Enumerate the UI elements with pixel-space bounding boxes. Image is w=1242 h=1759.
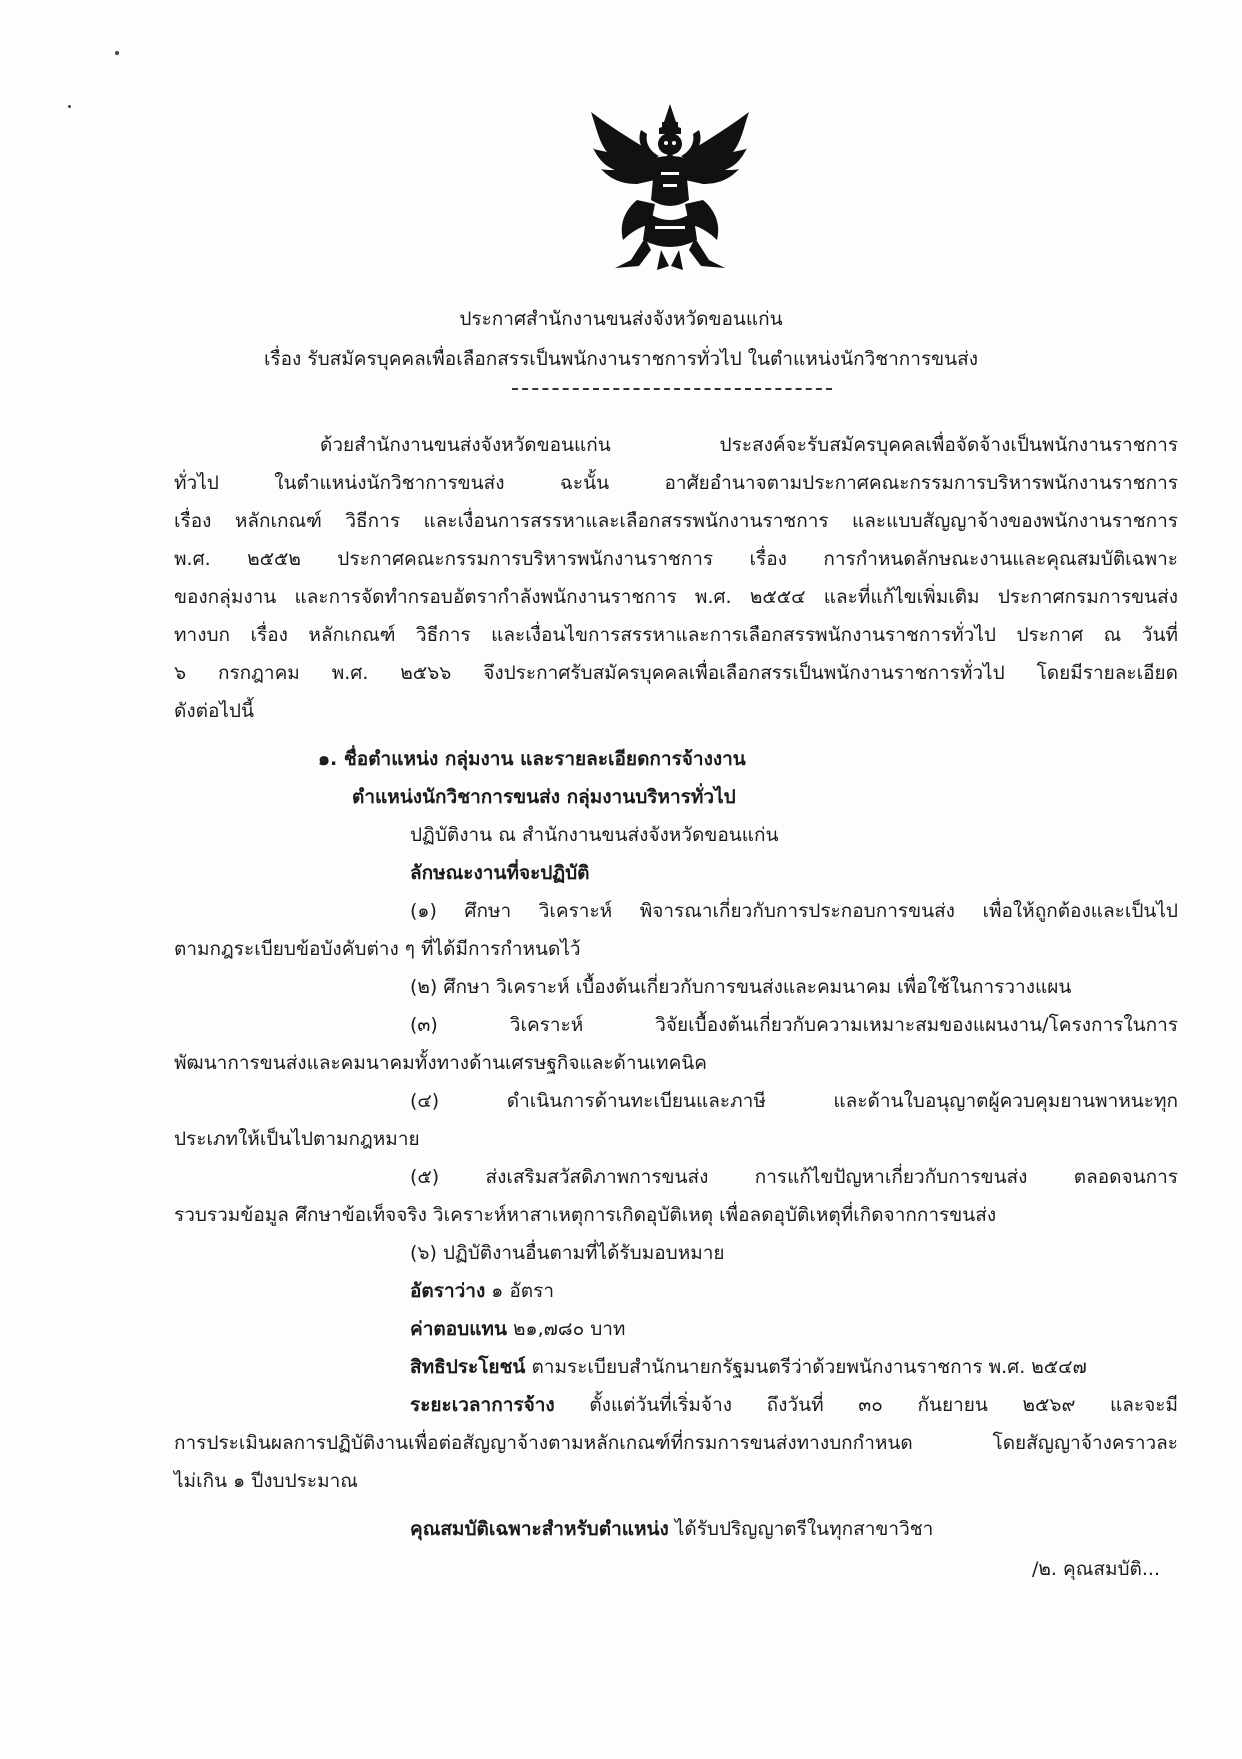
vacancy xyxy=(410,1278,554,1304)
vacancy-label: อัตราว่าง xyxy=(410,1280,486,1302)
duty-line: ประเภทให้เป็นไปตามกฎหมาย xyxy=(174,1128,420,1150)
continued-note: /๒. คุณสมบัติ... xyxy=(1032,1558,1160,1580)
duties-heading: ลักษณะงานที่จะปฏิบัติ xyxy=(410,862,590,884)
qualification-label: คุณสมบัติเฉพาะสำหรับตำแหน่ง xyxy=(410,1518,669,1540)
pay-value: ๒๑,๗๘๐ บาท xyxy=(506,1318,626,1340)
announcement-subject: เรื่อง รับสมัครบุคคลเพื่อเลือกสรรเป็นพนักงานราชการทั่วไป ในตำแหน่งนักวิชาการขนส่ง xyxy=(263,348,979,370)
qualification xyxy=(410,1516,933,1542)
vacancy-value: ๑ อัตรา xyxy=(485,1280,555,1302)
workplace: ปฏิบัติงาน ณ สำนักงานขนส่งจังหวัดขอนแก่น xyxy=(410,824,779,846)
term-label: ระยะเวลาการจ้าง xyxy=(410,1394,555,1416)
section-heading: ๑. ชื่อตำแหน่ง กลุ่มงาน และรายละเอียดการจ้างงาน xyxy=(318,748,746,770)
duty-line: (๒) ศึกษา วิเคราะห์ เบื้องต้นเกี่ยวกับการขนส่งและคมนาคม เพื่อใช้ในการวางแผน xyxy=(410,976,1072,998)
position-title: ตำแหน่งนักวิชาการขนส่ง กลุ่มงานบริหารทั่วไป xyxy=(352,786,736,808)
intro-line: พ.ศ. ๒๕๕๒ ประกาศคณะกรรมการบริหารพนักงานราชการ เรื่อง การกำหนดลักษณะงานและคุณสมบัติเฉพาะ xyxy=(174,548,1178,570)
benefit-value: ตามระเบียบสำนักนายกรัฐมนตรีว่าด้วยพนักงานราชการ พ.ศ. ๒๕๔๗ xyxy=(525,1356,1087,1378)
benefit xyxy=(410,1354,1087,1380)
intro-line: ด้วยสำนักงานขนส่งจังหวัดขอนแก่น ประสงค์จะรับสมัครบุคคลเพื่อจัดจ้างเป็นพนักงานราชการ xyxy=(320,434,1178,456)
duty-line: (๕) ส่งเสริมสวัสดิภาพการขนส่ง การแก้ไขปัญหาเกี่ยวกับการขนส่ง ตลอดจนการ xyxy=(410,1166,1178,1188)
duty-line: ตามกฎระเบียบข้อบังคับต่าง ๆ ที่ได้มีการกำหนดไว้ xyxy=(174,938,581,960)
duty-line: (๑) ศึกษา วิเคราะห์ พิจารณาเกี่ยวกับการประกอบการขนส่ง เพื่อให้ถูกต้องและเป็นไป xyxy=(410,900,1178,922)
term-line: การประเมินผลการปฏิบัติงานเพื่อต่อสัญญาจ้างตามหลักเกณฑ์ที่กรมการขนส่งทางบกกำหนด โดยสัญญาจ้างคราวละ xyxy=(174,1432,1178,1454)
title-separator xyxy=(512,388,832,390)
pay-label: ค่าตอบแทน xyxy=(410,1318,507,1340)
garuda-emblem-icon xyxy=(585,100,755,275)
term-line: ไม่เกิน ๑ ปีงบประมาณ xyxy=(174,1470,358,1492)
term xyxy=(410,1392,1178,1418)
duty-line: รวบรวมข้อมูล ศึกษาข้อเท็จจริง วิเคราะห์หาสาเหตุการเกิดอุบัติเหตุ เพื่อลดอุบัติเหตุที่เกิดจากการขนส่ง xyxy=(174,1204,997,1226)
duty-line: (๓) วิเคราะห์ วิจัยเบื้องต้นเกี่ยวกับความเหมาะสมของแผนงาน/โครงการในการ xyxy=(410,1014,1178,1036)
benefit-label: สิทธิประโยชน์ xyxy=(410,1356,526,1378)
intro-line: ๖ กรกฎาคม พ.ศ. ๒๕๖๖ จึงประกาศรับสมัครบุคคลเพื่อเลือกสรรเป็นพนักงานราชการทั่วไป โดยมีรายละเอียด xyxy=(174,662,1178,684)
qualification-value: ได้รับปริญญาตรีในทุกสาขาวิชา xyxy=(668,1518,934,1540)
duty-line: (๔) ดำเนินการด้านทะเบียนและภาษี และด้านใบอนุญาตผู้ควบคุมยานพาหนะทุก xyxy=(410,1090,1178,1112)
intro-line: ทางบก เรื่อง หลักเกณฑ์ วิธีการ และเงื่อนไขการสรรหาและการเลือกสรรพนักงานราชการทั่วไป ประกาศ ณ วันที่ xyxy=(174,624,1178,646)
intro-line: เรื่อง หลักเกณฑ์ วิธีการ และเงื่อนการสรรหาและเลือกสรรพนักงานราชการ และแบบสัญญาจ้างของพนักงานราชการ xyxy=(174,510,1178,532)
intro-line: ดังต่อไปนี้ xyxy=(174,700,254,722)
intro-line: ของกลุ่มงาน และการจัดทำกรอบอัตรากำลังพนักงานราชการ พ.ศ. ๒๕๕๔ และที่แก้ไขเพิ่มเติม ประกาศกรมการขนส่ง xyxy=(174,586,1178,608)
scan-speck xyxy=(115,51,119,55)
duty-line: พัฒนาการขนส่งและคมนาคมทั้งทางด้านเศรษฐกิจและด้านเทคนิค xyxy=(174,1052,707,1074)
pay xyxy=(410,1316,625,1342)
intro-line: ทั่วไป ในตำแหน่งนักวิชาการขนส่ง ฉะนั้น อาศัยอำนาจตามประกาศคณะกรรมการบริหารพนักงานราชการ xyxy=(174,472,1178,494)
duty-line: (๖) ปฏิบัติงานอื่นตามที่ได้รับมอบหมาย xyxy=(410,1242,725,1264)
scan-speck xyxy=(68,105,71,108)
term-value: ตั้งแต่วันที่เริ่มจ้าง ถึงวันที่ ๓๐ กันยายน ๒๕๖๙ และจะมี xyxy=(554,1394,1178,1416)
announcement-title: ประกาศสำนักงานขนส่งจังหวัดขอนแก่น xyxy=(459,308,783,330)
